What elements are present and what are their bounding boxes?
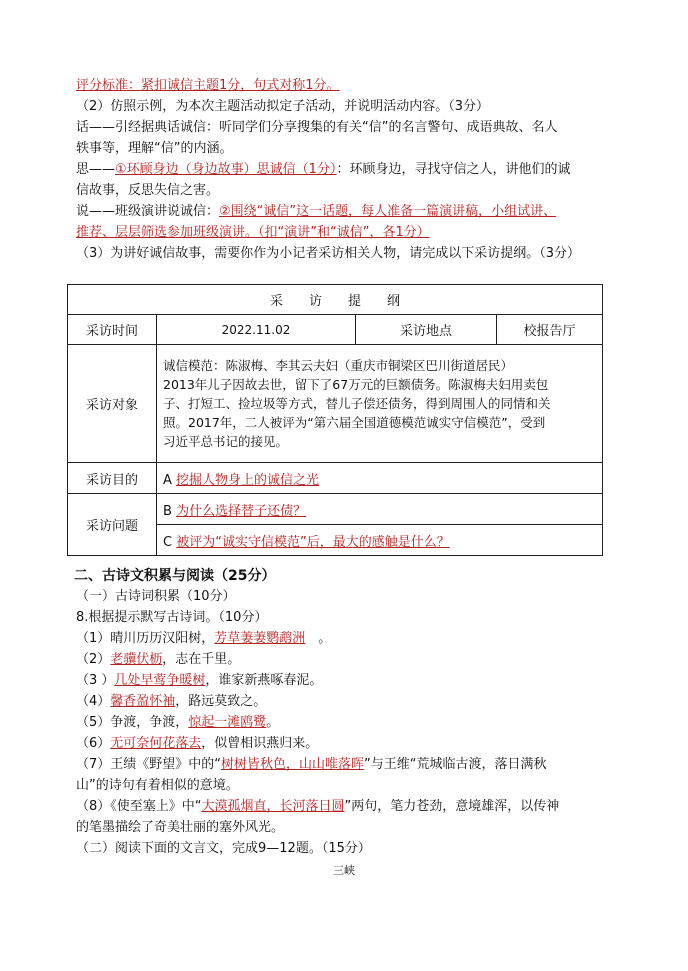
si-prefix: 思—— — [76, 162, 116, 177]
item-post: ，路远莫致之。 — [175, 694, 267, 709]
qc-answer: 被评为“诚实守信模范”后，最大的感触是什么？ — [176, 534, 450, 550]
purpose-value — [157, 463, 603, 494]
place-label: 采访地点 — [356, 315, 497, 345]
qb-prefix: B — [163, 503, 177, 519]
item-pre: （8）《使至塞上》中“ — [76, 799, 202, 814]
object-line: 诚信模范：陈淑梅、李其云夫妇（重庆市铜梁区巴川街道居民） — [163, 358, 514, 373]
item-post: ，志在千里。 — [162, 652, 241, 667]
poem-item-7 — [76, 755, 547, 775]
item-answer: 大漠孤烟直，长河落日圆 — [201, 799, 345, 814]
si-line-1 — [76, 160, 570, 180]
object-line: 习近平总书记的接见。 — [163, 434, 289, 449]
item-answer: 无可奈何花落去 — [110, 736, 202, 751]
purpose-answer: 挖掘人物身上的诚信之光 — [176, 472, 320, 488]
object-line: 2013年儿子因故去世，留下了67万元的巨额债务。陈淑梅夫妇用卖包 — [163, 377, 549, 392]
item-pre: （2） — [76, 652, 111, 667]
qc-prefix: C — [163, 534, 177, 550]
poem-item-8 — [76, 797, 559, 817]
item-answer: 馨香盈怀袖 — [110, 694, 176, 709]
footer-text: 三峡 — [333, 864, 355, 877]
item-post: 。 — [305, 631, 332, 646]
question-2: （2）仿照示例，为本次主题活动拟定子活动，并说明活动内容。（3分） — [76, 99, 490, 114]
subsection-1: （一）古诗词积累（10分） — [76, 589, 236, 604]
item-answer: 芳草萋萋鹦鹉洲 — [214, 631, 306, 646]
purpose-prefix: A — [163, 472, 177, 488]
poem-item-1 — [76, 629, 331, 649]
section-heading: 二、古诗文积累与阅读（25分） — [74, 568, 276, 584]
si-line-2: 信故事，反思失信之害。 — [76, 183, 220, 198]
item-post: ，谁家新燕啄春泥。 — [205, 673, 323, 688]
item-pre: （5）争渡，争渡， — [76, 715, 189, 730]
place-value: 校报告厅 — [497, 315, 603, 345]
shuo-line-1 — [76, 202, 556, 222]
poem-item-3 — [76, 671, 322, 691]
purpose-label: 采访目的 — [68, 463, 157, 494]
subsection-2: （二）阅读下面的文言文，完成9—12题。（15分） — [76, 841, 371, 856]
item-answer: 惊起一滩鸥鹭 — [188, 715, 267, 730]
question-label: 采访问题 — [68, 494, 157, 556]
qb-answer: 为什么选择替子还债？ — [176, 503, 307, 519]
poem-item-6 — [76, 734, 318, 754]
hua-line-2: 轶事等，理解“信”的内涵。 — [76, 141, 233, 156]
item-pre: （3 ） — [76, 673, 115, 688]
time-label: 采访时间 — [68, 315, 157, 345]
scoring-criteria: 评分标准：紧扣诚信主题1分，句式对称1分。 — [76, 78, 340, 93]
item-post: ”与王维“荒城临古渡，落日满秋 — [364, 757, 547, 772]
interview-outline-table — [67, 284, 603, 556]
question-c — [157, 525, 603, 556]
poem-item-2 — [76, 650, 240, 670]
si-rest: ：环顾身边，寻找守信之人，讲他们的诚 — [336, 162, 571, 177]
object-line: 照。2017年，二人被评为“第六届全国道德模范诚实守信模范”，受到 — [163, 415, 546, 430]
item-pre: （1）晴川历历汉阳树， — [76, 631, 215, 646]
item-post: ”两句，笔力苍劲，意境雄浑，以传神 — [344, 799, 560, 814]
poem-item-7-line-2: 山”的诗句有着相似的意境。 — [76, 778, 239, 793]
item-pre: （6） — [76, 736, 111, 751]
poem-item-5 — [76, 713, 279, 733]
time-value: 2022.11.02 — [157, 315, 356, 345]
item-pre: （7）王绩《野望》中的“ — [76, 757, 222, 772]
item-answer: 老骥伏枥 — [110, 652, 163, 667]
shuo-answer-2: 推荐、层层筛选参加班级演讲。（扣“演讲”和“诚信”，各1分） — [76, 225, 430, 240]
shuo-answer-1: ②围绕“诚信”这一话题，每人准备一篇演讲稿，小组试讲、 — [219, 204, 557, 219]
item-pre: （4） — [76, 694, 111, 709]
hua-line-1: 话——引经据典话诚信：听同学们分享搜集的有关“信”的名言警句、成语典故、名人 — [76, 120, 558, 135]
question-b — [157, 494, 603, 525]
item-post: 。 — [266, 715, 280, 730]
shuo-prefix: 说——班级演讲说诚信： — [76, 204, 220, 219]
item-post: ，似曾相识燕归来。 — [201, 736, 319, 751]
object-description — [157, 345, 603, 463]
question-3: （3）为讲好诚信故事，需要你作为小记者采访相关人物，请完成以下采访提纲。（3分） — [76, 246, 581, 261]
item-answer: 树树皆秋色，山山唯落晖 — [221, 757, 365, 772]
item-answer: 几处早莺争暖树 — [114, 673, 206, 688]
poem-item-4 — [76, 692, 266, 712]
table-title: 采 访 提 纲 — [68, 285, 603, 315]
poem-item-8-line-2: 的笔墨描绘了奇美壮丽的塞外风光。 — [76, 820, 285, 835]
question-8: 8.根据提示默写古诗词。（10分） — [76, 610, 268, 625]
si-answer: ①环顾身边（身边故事）思诚信（1分） — [115, 162, 337, 177]
object-label: 采访对象 — [68, 345, 157, 463]
object-line: 子、打短工、捡垃圾等方式，替儿子偿还债务，得到周围人的同情和关 — [163, 396, 551, 411]
